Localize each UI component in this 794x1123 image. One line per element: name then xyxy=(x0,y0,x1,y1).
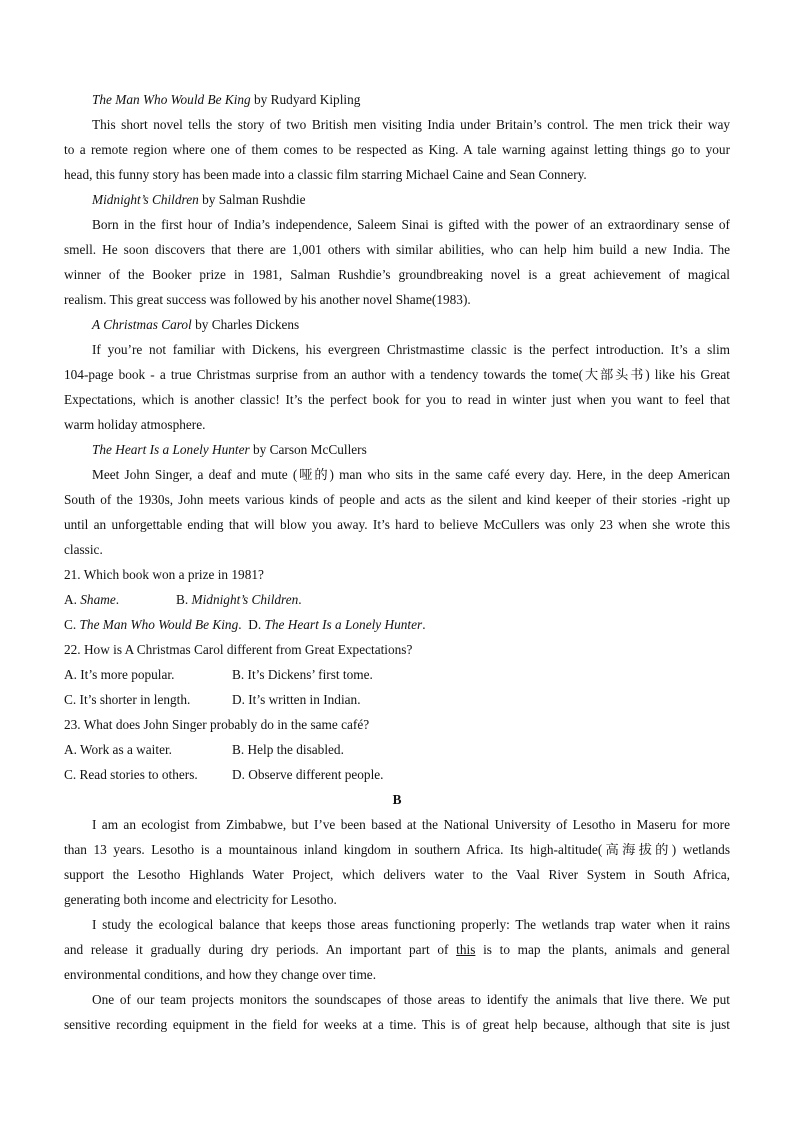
paragraph-line: generating both income and electricity for Lesotho. xyxy=(64,892,337,907)
paragraph-line: sensitive recording equipment in the field for weeks at a time. This is of great help because, although that site is just xyxy=(64,1017,730,1032)
option-text: Midnight’s Children xyxy=(191,592,299,607)
book-title: The Man Who Would Be King xyxy=(92,92,251,107)
option-punct: . xyxy=(422,617,426,632)
option-a xyxy=(64,587,176,612)
book-title: The Heart Is a Lonely Hunter xyxy=(92,442,250,457)
option-b: B. Help the disabled. xyxy=(232,742,344,757)
book-author: by Rudyard Kipling xyxy=(250,92,361,107)
option-punct: . xyxy=(115,592,120,607)
option-row xyxy=(64,737,730,762)
option-a: A. Work as a waiter. xyxy=(64,742,172,757)
paragraph-line: One of our team projects monitors the soundscapes of those areas to identify the animals that live there. We put xyxy=(92,992,730,1007)
book-heading xyxy=(64,187,730,212)
option-c: C. It’s shorter in length. xyxy=(64,692,191,707)
document-page xyxy=(64,87,730,1037)
book-author: by Charles Dickens xyxy=(191,317,300,332)
section-heading: B xyxy=(392,792,402,807)
paragraph-line: environmental conditions, and how they change over time. xyxy=(64,967,377,982)
option-text: The Man Who Would Be King xyxy=(79,617,239,632)
paragraph-line: classic. xyxy=(64,542,103,557)
option-letter: A. xyxy=(64,592,81,607)
book-heading xyxy=(64,87,730,112)
option-row xyxy=(64,587,730,612)
book-heading xyxy=(64,437,730,462)
option-a: A. It’s more popular. xyxy=(64,667,175,682)
option-row xyxy=(64,687,730,712)
paragraph-line: realism. This great success was followed by his another novel Shame(1983). xyxy=(64,292,471,307)
option-punct: . xyxy=(238,617,242,632)
paragraph-line: This short novel tells the story of two British men visiting India under Britain’s control. The men trick their way xyxy=(92,117,730,132)
option-row xyxy=(64,662,730,687)
option-punct: . xyxy=(298,592,302,607)
paragraph-line: than 13 years. Lesotho is a mountainous inland kingdom in southern Africa. Its high-altitude(高海拔的) wetlands xyxy=(64,842,730,857)
paragraph-line: Born in the first hour of India’s independence, Saleem Sinai is gifted with the power of an extraordinary sense of xyxy=(92,217,730,232)
option-letter: B. xyxy=(176,592,192,607)
paragraph-line: I am an ecologist from Zimbabwe, but I’ve been based at the National University of Lesotho in Maseru for more xyxy=(92,817,730,832)
option-c: C. Read stories to others. xyxy=(64,767,198,782)
paragraph-line: Expectations, which is another classic! It’s the perfect book for you to read in winter just when you want to feel that xyxy=(64,392,730,407)
paragraph-line: until an unforgettable ending that will blow you away. It’s hard to believe McCullers was only 23 when she wrote this xyxy=(64,517,730,532)
question-stem: 23. What does John Singer probably do in the same café? xyxy=(64,717,370,732)
paragraph-line: to a remote region where one of them comes to be respected as King. A tale warning against letting things go to your xyxy=(64,142,730,157)
option-c xyxy=(64,617,242,632)
paragraph-line: head, this funny story has been made into a classic film starring Michael Caine and Sean Connery. xyxy=(64,167,587,182)
paragraph-line: 104-page book - a true Christmas surprise from an author with a tendency towards the tome(大部头书) like his Great xyxy=(64,367,730,382)
option-text: The Heart Is a Lonely Hunter xyxy=(264,617,423,632)
book-title: Midnight’s Children xyxy=(92,192,199,207)
book-heading xyxy=(64,312,730,337)
paragraph-line: I study the ecological balance that keeps those areas functioning properly: The wetlands trap water when it rains xyxy=(92,917,730,932)
book-title: A Christmas Carol xyxy=(92,317,192,332)
book-author: by Salman Rushdie xyxy=(198,192,306,207)
question-stem: 21. Which book won a prize in 1981? xyxy=(64,567,264,582)
underlined-word: this xyxy=(456,942,476,957)
paragraph-line: smell. He soon discovers that there are 1,001 others with similar abilities, who can help him build a new India. The xyxy=(64,242,730,257)
paragraph-line: Meet John Singer, a deaf and mute (哑的) man who sits in the same café every day. Here, in the deep American xyxy=(92,467,730,482)
option-d: D. It’s written in Indian. xyxy=(232,692,361,707)
option-b: B. It’s Dickens’ first tome. xyxy=(232,667,373,682)
paragraph-line: South of the 1930s, John meets various kinds of people and acts as the silent and kind keeper of their stories -right up xyxy=(64,492,730,507)
text-segment: and release it gradually during dry periods. An important part of xyxy=(64,942,457,957)
paragraph-line: winner of the Booker prize in 1981, Salman Rushdie’s groundbreaking novel is a great achievement of magical xyxy=(64,267,730,282)
option-b xyxy=(176,587,302,612)
paragraph-line: If you’re not familiar with Dickens, his evergreen Christmastime classic is the perfect introduction. It’s a slim xyxy=(92,342,730,357)
option-row xyxy=(64,762,730,787)
option-letter: D. xyxy=(248,617,265,632)
text-segment: is to map the plants, animals and general xyxy=(475,942,730,957)
paragraph-line: support the Lesotho Highlands Water Project, which delivers water to the Vaal River System in South Africa, xyxy=(64,867,730,882)
paragraph-line xyxy=(64,937,730,962)
question-stem: 22. How is A Christmas Carol different from Great Expectations? xyxy=(64,642,413,657)
option-text: Shame xyxy=(80,592,116,607)
option-row xyxy=(64,612,730,637)
option-letter: C. xyxy=(64,617,80,632)
option-d xyxy=(248,617,425,632)
paragraph-line: warm holiday atmosphere. xyxy=(64,417,206,432)
book-author: by Carson McCullers xyxy=(249,442,367,457)
option-d: D. Observe different people. xyxy=(232,767,384,782)
